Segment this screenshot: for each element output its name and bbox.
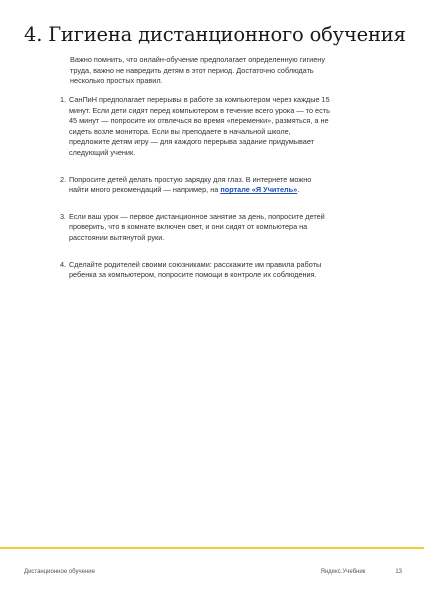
list-item-text-end: . <box>297 185 300 195</box>
list-item-text: Если ваш урок — первое дистанционное занятие за день, попросите детей проверить, что в комнате включен свет, и они сидят от компьютера на расстоянии вытянутой руки. <box>69 211 325 242</box>
list-item-number: 4. <box>60 259 67 269</box>
rules-list <box>60 95 330 281</box>
list-item <box>60 212 330 244</box>
list-item <box>60 175 330 196</box>
page-number: 13 <box>395 569 402 575</box>
page-title: 4. Гигиена дистанционного обучения <box>24 23 406 46</box>
list-item-text: СанПиН предполагает перерывы в работе за компьютером через каждые 15 минут. Если дети сидят перед компьютером в течение всего урока — то есть 45 минут — попросите их отвлечься во время «переменки», размяться, а не сидеть возле монитора. Если вы преподаете в начальной школе, предложите детям игру — для каждого перерыва задание придумывает следующий ученик. <box>69 95 330 157</box>
footer-section-title: Дистанционное обучение <box>24 569 95 575</box>
footer-right <box>321 569 402 575</box>
list-item <box>60 260 330 281</box>
footer-divider <box>0 547 424 549</box>
list-item-text: Попросите детей делать простую зарядку для глаз. В интернете можно найти много рекомендаций — например, на <box>69 174 312 195</box>
ya-uchitel-portal-link[interactable]: портале «Я Учитель» <box>220 185 298 195</box>
list-item-number: 3. <box>60 211 67 221</box>
intro-paragraph: Важно помнить, что онлайн-обучение предполагает определенную гигиену труда, важно не навредить детям в этот период. Достаточно соблюдать несколько простых правил. <box>70 55 325 86</box>
list-item-text: Сделайте родителей своими союзниками: расскажите им правила работы ребенка за компьютером, попросите помощи в контроле их соблюдения. <box>69 259 322 280</box>
list-item <box>60 95 330 159</box>
list-item-number: 1. <box>60 95 67 104</box>
footer-brand: Яндекс.Учебник <box>320 569 366 575</box>
list-item-number: 2. <box>60 174 67 184</box>
